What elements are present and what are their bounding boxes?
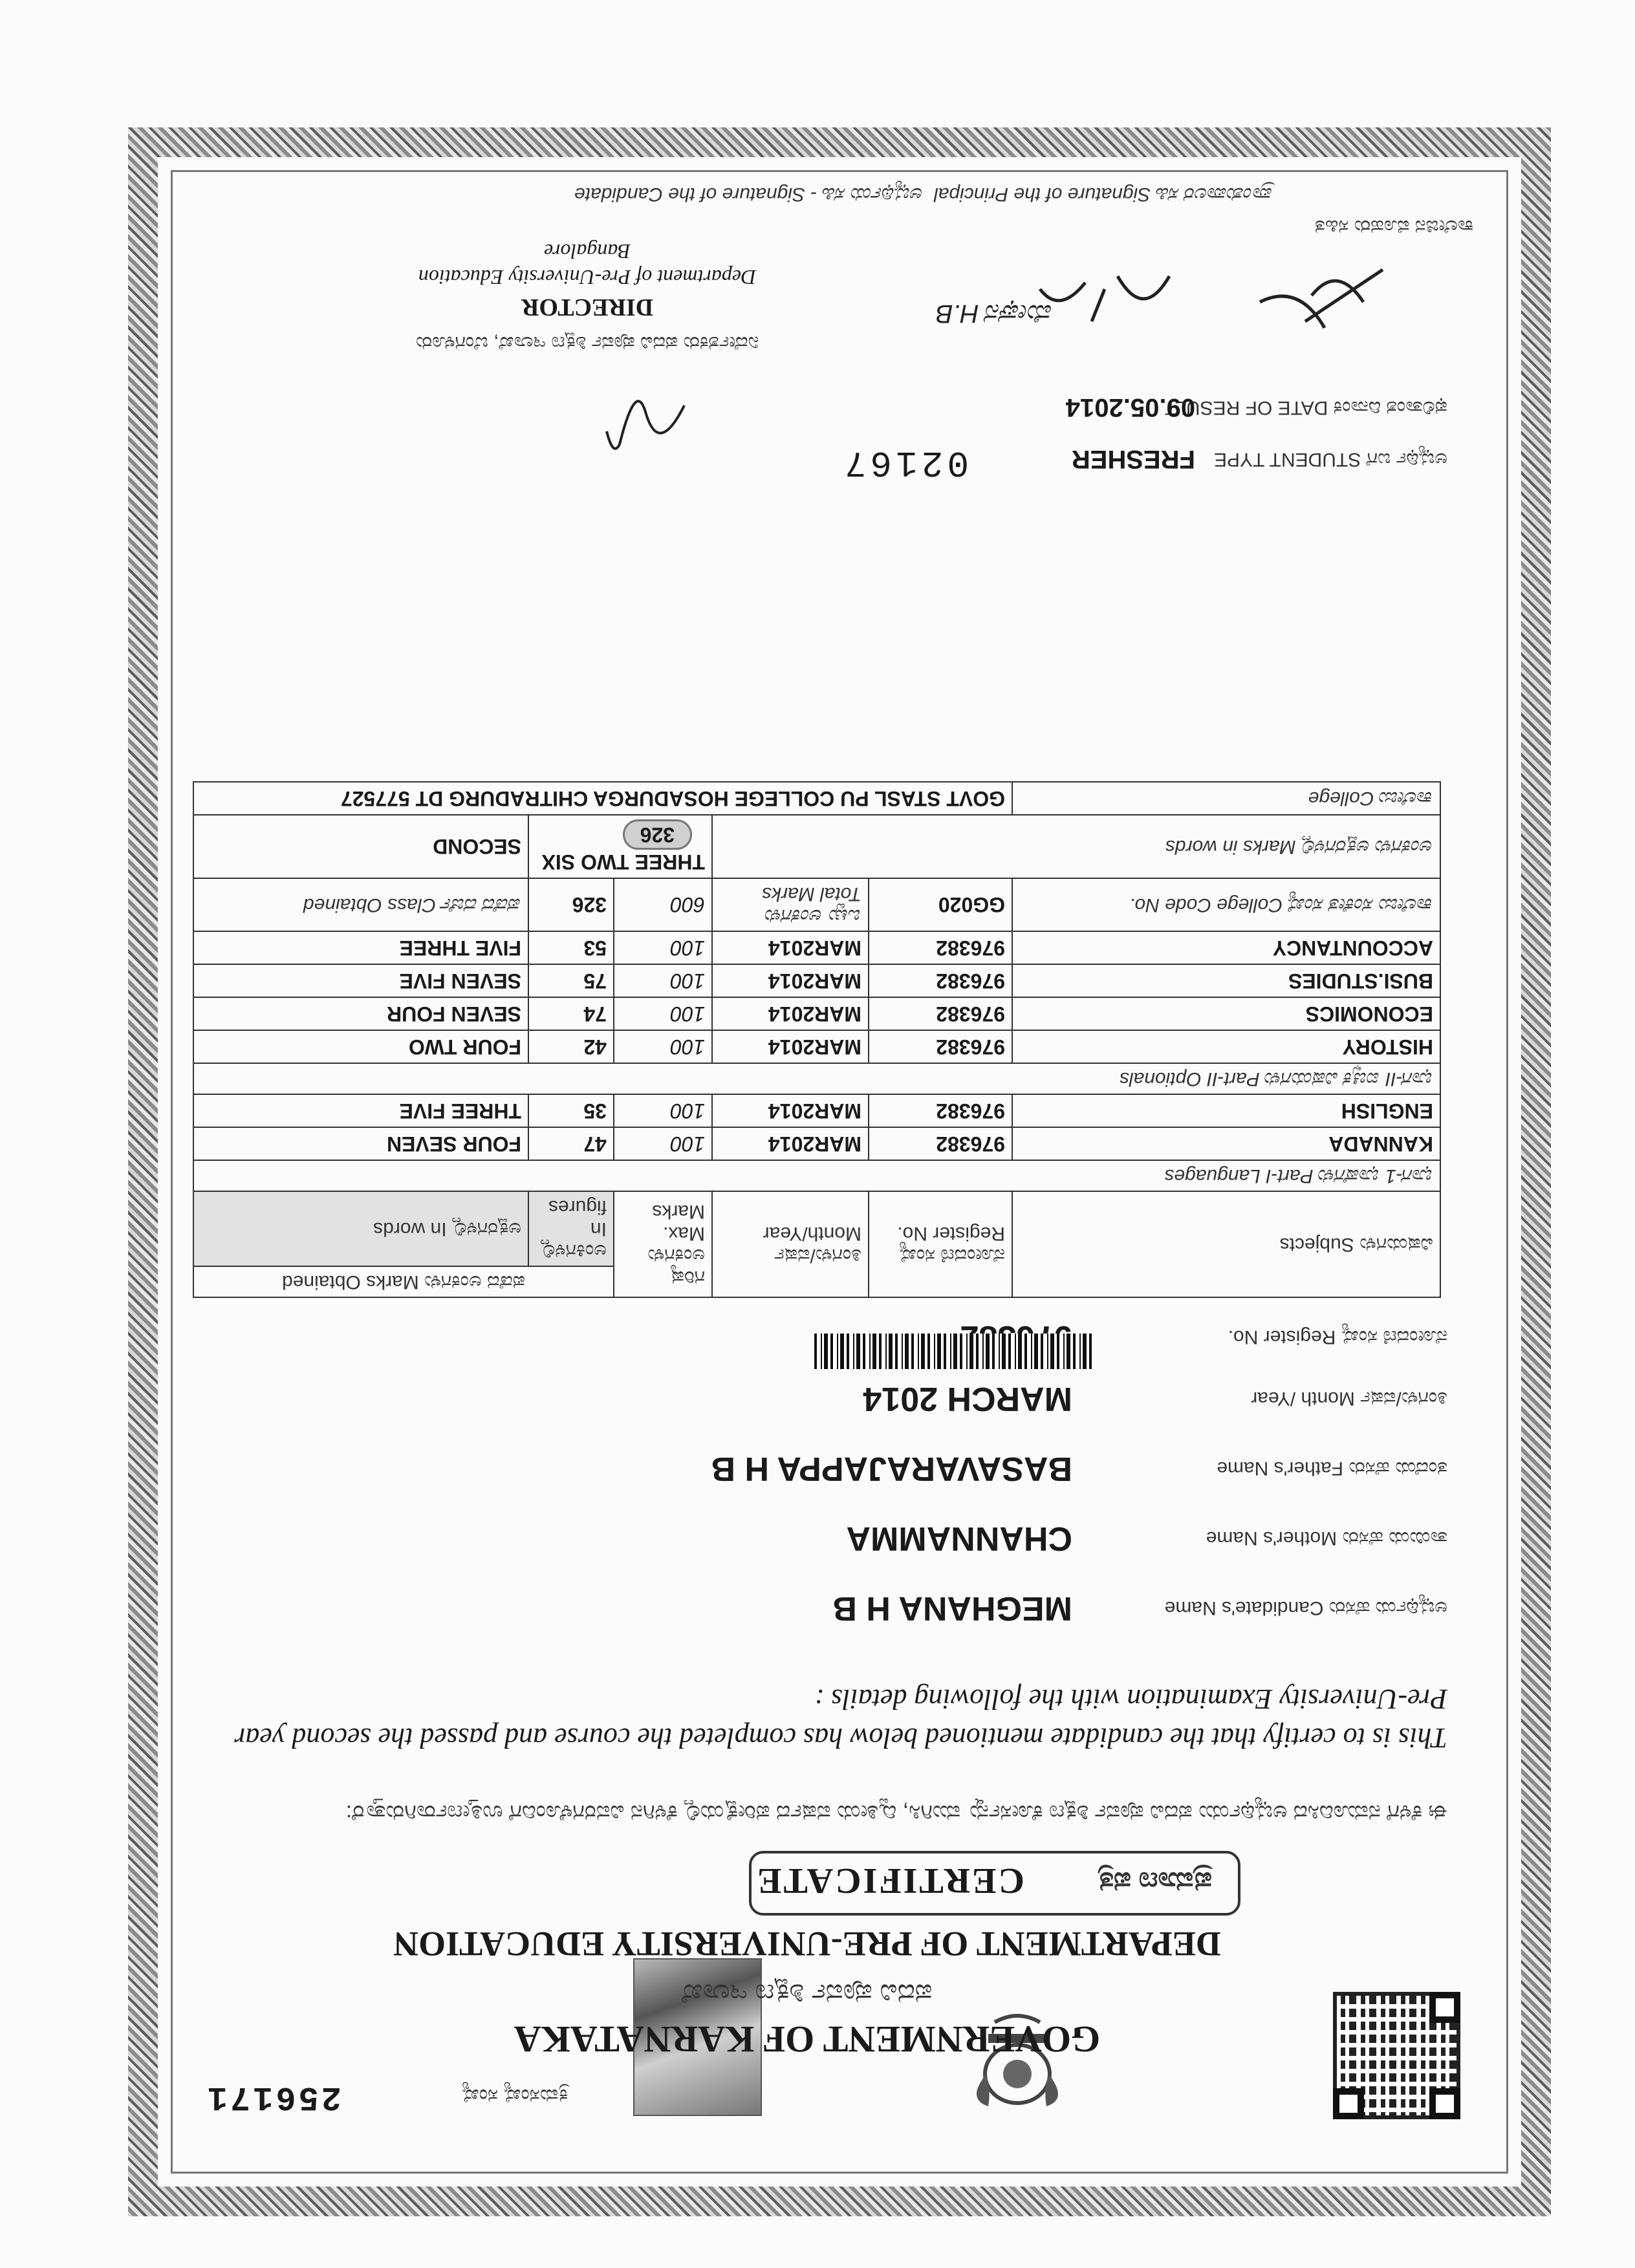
marks-in-words: THREE TWO SIX — [541, 850, 705, 874]
total-oval: 326 — [623, 819, 692, 850]
marks-in-words-cell — [528, 815, 712, 878]
field-month-year: ತಿಂಗಳು/ವರ್ಷ Month /Year MARCH 2014 — [863, 1380, 1447, 1418]
field-candidate-name: ಅಭ್ಯರ್ಥಿಯ ಹೆಸರು Candidate's Name MEGHANA H B — [832, 1590, 1447, 1627]
director-city: Bangalore — [544, 240, 631, 263]
words-row — [193, 815, 1440, 878]
college-label: ಕಾಲೇಜು College — [1012, 782, 1440, 815]
principal-signature-label: ಪ್ರಾಂಶುಪಾಲರ ಸಹಿ Signature of the Principal — [934, 184, 1273, 205]
dept-kannada: ಪದವಿ ಪೂರ್ವ ಶಿಕ್ಷಣ ಇಲಾಖೆ — [682, 1979, 933, 2009]
header-in-words: ಅಕ್ಷರಗಳಲ್ಲಿ In words — [193, 1191, 528, 1266]
part2-label-row — [193, 1063, 1440, 1094]
table-row: KANNADA 976382 MAR2014 100 47 FOUR SEVEN — [193, 1127, 1440, 1160]
table-row: ECONOMICS 976382 MAR2014 100 74 SEVEN FOUR — [193, 997, 1440, 1030]
govt-title: GOVERNMENT OF KARNATAKA — [514, 2018, 1101, 2060]
table-header-row — [193, 1266, 1440, 1297]
dept-title: DEPARTMENT OF PRE-UNIVERSITY EDUCATION — [393, 1925, 1221, 1963]
certificate-title-box — [749, 1851, 1240, 1916]
intro-english: This is to certify that the candidate mentioned below has completed the course and passed the second year Pre-University Examination with the following details : — [234, 1683, 1447, 1754]
result-date-label: ಫಲಿತಾಂಶ ದಿನಾಂಕ DATE OF RESULT — [1165, 397, 1447, 418]
college-row — [193, 782, 1440, 815]
candidate-code: 02167 — [840, 442, 969, 483]
header-marks-obtained: ಪಡೆದ ಅಂಕಗಳು Marks Obtained — [193, 1266, 614, 1297]
certificate-title-kannada: ಪ್ರಮಾಣ ಪತ್ರ — [1098, 1867, 1212, 1897]
serial-label: ಕ್ರಮಸಂಖ್ಯೆ ಸಂಖ್ಯೆ — [461, 2085, 568, 2106]
college-name: GOVT STASL PU COLLEGE HOSADURGA CHITRADURG DT 577527 — [193, 782, 1012, 815]
total-label: ಒಟ್ಟು ಅಂಕಗಳು Total Marks — [712, 878, 869, 931]
part1-label: ಭಾಗ-1 ಭಾಷೆಗಳು Part-I Languages — [193, 1160, 1440, 1191]
part2-label: ಭಾಗ-II ಐಚ್ಛಿಕ ವಿಷಯಗಳು Part-II Optionals — [193, 1063, 1440, 1094]
director-title: DIRECTOR — [521, 294, 654, 321]
register-barcode — [814, 1334, 1092, 1369]
table-row: ACCOUNTANCY 976382 MAR2014 100 53 FIVE THREE — [193, 931, 1440, 964]
certificate-title: CERTIFICATE — [755, 1861, 1024, 1901]
marks-table — [193, 781, 1441, 1298]
class-label: ಪಡೆದ ದರ್ಜೆ Class Obtained — [193, 878, 528, 931]
result-date: 09.05.2014 — [1065, 393, 1195, 422]
table-row: ENGLISH 976382 MAR2014 100 35 THREE FIVE — [193, 1094, 1440, 1127]
director-dept: Department of Pre-University Education — [418, 266, 757, 289]
student-type: FRESHER — [1071, 445, 1195, 473]
total-marks: 326 — [528, 878, 614, 931]
part1-label-row — [193, 1160, 1440, 1191]
header-month-year: ತಿಂಗಳು/ವರ್ಷ Month/Year — [712, 1191, 869, 1297]
qr-code-icon — [1333, 1992, 1460, 2119]
field-mother-name: ತಾಯಿಯ ಹೆಸರು Mother's Name CHANNAMMA — [846, 1520, 1447, 1557]
serial-number: 256171 — [204, 2078, 341, 2116]
handwritten-name: ಮೇಘನ H.B — [935, 299, 1053, 328]
principal-signature-icon — [1208, 250, 1402, 341]
candidate-signature-label: ಅಭ್ಯರ್ಥಿಯ ಸಹಿ - Signature of the Candidate — [574, 184, 924, 205]
director-signature-icon — [594, 373, 697, 470]
class-obtained: SECOND — [193, 815, 528, 878]
college-code-label: ಕಾಲೇಜು ಸಂಕೇತ ಸಂಖ್ಯೆ College Code No. — [1012, 878, 1440, 931]
marks-in-words-label: ಅಂಕಗಳು ಅಕ್ಷರಗಳಲ್ಲಿ Marks in words — [712, 815, 1440, 878]
total-max: 600 — [614, 878, 712, 931]
table-row: BUSI.STUDIES 976382 MAR2014 100 75 SEVEN FIVE — [193, 964, 1440, 997]
header-in-figures: ಅಂಕಿಗಳಲ್ಲಿ In figures — [528, 1191, 614, 1266]
header-subjects: ವಿಷಯಗಳು Subjects — [1012, 1191, 1440, 1297]
table-row: HISTORY 976382 MAR2014 100 42 FOUR TWO — [193, 1030, 1440, 1063]
field-father-name: ತಂದೆಯ ಹೆಸರು Father's Name BASAVARAJAPPA H B — [711, 1450, 1447, 1487]
stamp-note: ಕಾಲೇಜಿನ ಮೊಹರು ಸಹಿತ — [1314, 216, 1473, 237]
student-type-label: ಅಭ್ಯರ್ಥಿ ಬಗೆ STUDENT TYPE — [1213, 449, 1447, 470]
intro-kannada: ಈ ಕೆಳಗೆ ನಮೂದಿಸಿದ ಅಭ್ಯರ್ಥಿಯು ಪದವಿ ಪೂರ್ವ ಶಿಕ್ಷಣ ಕೋರ್ಸನ್ನು ಮುಗಿಸಿ, ದ್ವಿತೀಯ ವರ್ಷದ ಪರೀಕ್ಷೆಯಲ್ಲಿ ಕೆಳಗಿನ ವಿವರಗಳೊಂದಿಗೆ ಉತ್ತೀರ್ಣರಾಗಿರುತ್ತಾರೆ: — [345, 1800, 1447, 1825]
total-row — [193, 878, 1440, 931]
field-register-no: ನೋಂದಣಿ ಸಂಖ್ಯೆ Register No. — [1228, 1326, 1447, 1348]
director-kannada: ನಿರ್ದೇಶಕರು ಪದವಿ ಪೂರ್ವ ಶಿಕ್ಷಣ ಇಲಾಖೆ, ಬೆಂಗಳೂರು — [415, 332, 759, 354]
college-code: GG020 — [869, 878, 1012, 931]
header-register-no: ನೋಂದಣಿ ಸಂಖ್ಯೆ Register No. — [869, 1191, 1012, 1297]
header-max-marks: ಗರಿಷ್ಠ ಅಂಕಗಳು Max. Marks — [614, 1191, 712, 1297]
